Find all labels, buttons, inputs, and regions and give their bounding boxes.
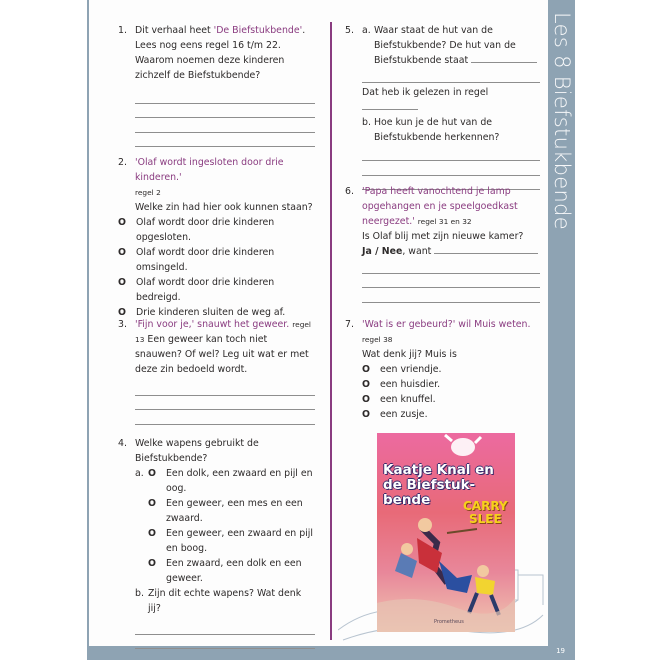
option[interactable]: [362, 392, 550, 407]
quote: 'Fijn voor je,' snauwt het geweer.: [135, 319, 290, 330]
question-text: , want: [402, 246, 432, 257]
line-reference: regel 38: [362, 335, 393, 344]
answer-line[interactable]: [135, 89, 315, 104]
question-2: [118, 155, 315, 320]
quote: 'Wat is er gebeurd?' wil Muis weten.: [362, 319, 531, 330]
question-number: 6.: [345, 186, 354, 197]
line-reference: regel 31 en 32: [417, 217, 472, 226]
question-number: 1.: [118, 25, 127, 36]
question-7: [345, 317, 550, 422]
option-label: een vriendje.: [380, 364, 442, 375]
radio-circle[interactable]: O: [362, 394, 370, 405]
option[interactable]: [118, 245, 315, 275]
radio-circle[interactable]: O: [118, 217, 126, 228]
radio-circle[interactable]: O: [148, 528, 156, 539]
answer-line[interactable]: [362, 274, 540, 289]
option-label: Olaf wordt door drie kinderen opgesloten.: [136, 217, 275, 243]
option-label: Een geweer, een mes en een zwaard.: [166, 498, 303, 524]
option[interactable]: [148, 556, 315, 586]
question-text: Waar staat de hut van de Biefstukbende? De hut van de Biefstukbende staat: [374, 25, 516, 66]
publisher: Prometheus: [434, 619, 464, 625]
question-text: Dit verhaal heet: [135, 25, 214, 36]
quote: 'Olaf wordt ingesloten door drie kinderen.': [135, 157, 284, 183]
question-text: Dat heb ik gelezen in regel: [362, 86, 489, 98]
option[interactable]: [362, 377, 550, 392]
radio-circle[interactable]: O: [118, 277, 126, 288]
answer-line[interactable]: [135, 620, 315, 635]
author-first-name: CARRY: [463, 499, 508, 513]
question-text: Een geweer kan toch niet snauwen? Of wel? Leg uit wat er met deze zin bedoeld wordt.: [135, 334, 309, 375]
question-number: 4.: [118, 438, 127, 449]
quote: 'Papa heeft vanochtend je lamp opgehangen en je speelgoedkast neergezet.': [362, 186, 518, 227]
answer-line[interactable]: [362, 68, 540, 83]
option[interactable]: [362, 407, 550, 422]
book-cover: [377, 433, 515, 632]
radio-circle[interactable]: O: [148, 468, 156, 479]
option-label: een knuffel.: [380, 394, 436, 405]
option-label: Olaf wordt door drie kinderen omsingeld.: [136, 247, 275, 273]
option-label: Drie kinderen sluiten de weg af.: [136, 307, 286, 318]
page-number: 19: [556, 647, 565, 655]
line-reference: regel 2: [135, 188, 161, 197]
option[interactable]: [148, 466, 315, 496]
question-3: [118, 317, 315, 425]
answer-line[interactable]: [471, 53, 537, 63]
answer-line[interactable]: [135, 410, 315, 425]
option-label: een huisdier.: [380, 379, 441, 390]
question-text: Zijn dit echte wapens? Wat denk jij?: [148, 588, 302, 614]
question-1: [118, 23, 315, 147]
question-number: 7.: [345, 319, 354, 330]
line-reference: regel 13: [135, 320, 311, 344]
answer-line[interactable]: [135, 396, 315, 411]
question-number: 2.: [118, 157, 127, 168]
answer-line[interactable]: [434, 244, 538, 254]
radio-circle[interactable]: O: [362, 409, 370, 420]
option-label: Een dolk, een zwaard en pijl en oog.: [166, 468, 313, 494]
answer-line[interactable]: [362, 288, 540, 303]
lesson-title: Les 8 Biefstukbende: [550, 12, 574, 230]
question-6: [345, 184, 540, 303]
book-author: [463, 500, 508, 526]
sub-label: b.: [362, 116, 371, 128]
answer-line[interactable]: [135, 133, 315, 148]
sub-label: b.: [135, 588, 144, 599]
question-text: . Lees nog eens regel 16 t/m 22. Waarom noemen deze kinderen zichzelf de Biefstukbende?: [135, 25, 306, 81]
question-text: Is Olaf blij met zijn nieuwe kamer?: [362, 231, 524, 242]
answer-line[interactable]: [362, 100, 418, 110]
page-left-edge: [87, 0, 89, 660]
option-label: een zusje.: [380, 409, 428, 420]
answer-line[interactable]: [135, 381, 315, 396]
option-label: Een zwaard, een dolk en een geweer.: [166, 558, 302, 584]
answer-line[interactable]: [135, 104, 315, 119]
sub-label: a.: [135, 468, 144, 479]
book-title: Kaatje Knal en de Biefstuk-bende: [383, 462, 494, 508]
question-text: Welke zin had hier ook kunnen staan?: [135, 202, 313, 213]
option[interactable]: [148, 496, 315, 526]
option[interactable]: [362, 362, 550, 377]
answer-line[interactable]: [135, 635, 315, 650]
option-label: Een geweer, een zwaard en pijl en boog.: [166, 528, 313, 554]
answer-line[interactable]: [362, 147, 540, 162]
sub-label: a.: [362, 25, 371, 36]
yes-no-choice[interactable]: Ja / Nee: [362, 246, 403, 257]
radio-circle[interactable]: O: [118, 247, 126, 258]
story-title: 'De Biefstukbende': [213, 25, 303, 36]
question-5: [345, 23, 540, 190]
option[interactable]: [118, 215, 315, 245]
radio-circle[interactable]: O: [362, 364, 370, 375]
answer-line[interactable]: [362, 259, 540, 274]
question-4: [118, 436, 315, 649]
radio-circle[interactable]: O: [118, 307, 126, 318]
option-label: Olaf wordt door drie kinderen bedreigd.: [136, 277, 275, 303]
radio-circle[interactable]: O: [362, 379, 370, 390]
author-last-name: SLEE: [468, 512, 502, 526]
question-text: Wat denk jij? Muis is: [362, 349, 457, 360]
question-number: 5.: [345, 25, 354, 36]
answer-line[interactable]: [135, 118, 315, 133]
question-number: 3.: [118, 319, 127, 330]
question-text: Hoe kun je de hut van de Biefstukbende herkennen?: [374, 116, 500, 143]
option[interactable]: [118, 275, 315, 305]
question-text: Welke wapens gebruikt de Biefstukbende?: [135, 438, 259, 464]
column-divider: [330, 22, 332, 640]
answer-line[interactable]: [362, 161, 540, 176]
option[interactable]: [148, 526, 315, 556]
radio-circle[interactable]: O: [148, 498, 156, 509]
radio-circle[interactable]: O: [148, 558, 156, 569]
